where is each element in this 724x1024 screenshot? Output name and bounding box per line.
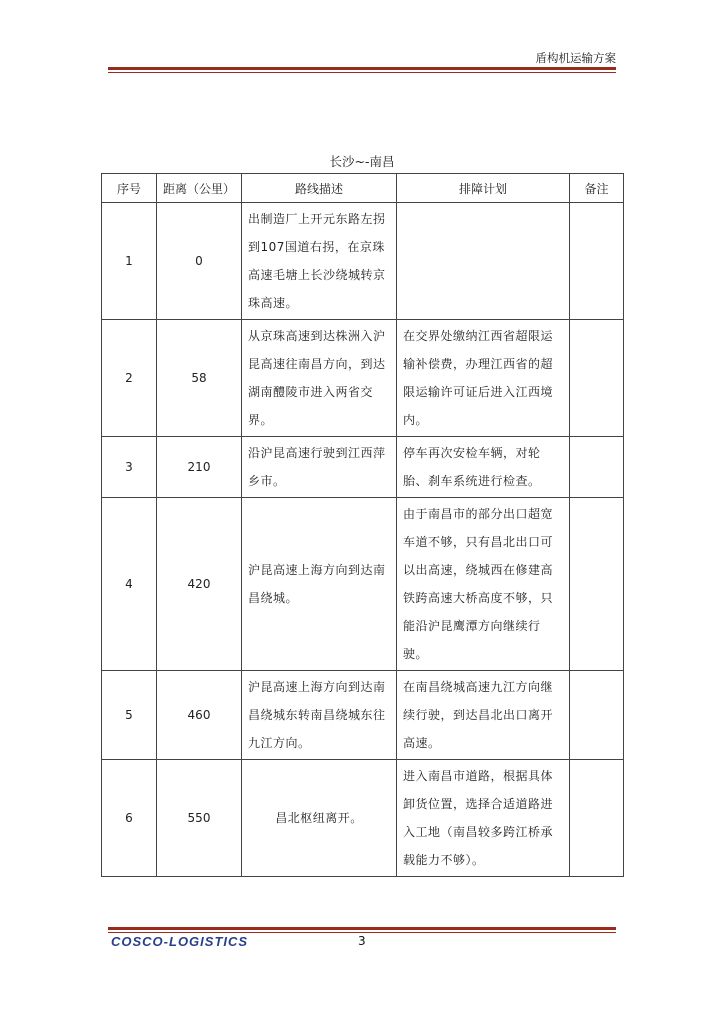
cell-num: 3 xyxy=(102,437,157,498)
cell-distance: 58 xyxy=(157,320,242,437)
cell-distance: 550 xyxy=(157,760,242,877)
cell-plan xyxy=(397,437,570,498)
table-row xyxy=(102,320,624,437)
plan-text: 停车再次安检车辆，对轮胎、刹车系统进行检查。 xyxy=(403,446,541,488)
table-header-row xyxy=(102,174,624,203)
cell-plan xyxy=(397,320,570,437)
cell-num: 5 xyxy=(102,671,157,760)
col-header-distance: 距离（公里） xyxy=(157,174,242,203)
cell-plan xyxy=(397,760,570,877)
table-row xyxy=(102,437,624,498)
cell-route xyxy=(242,203,397,320)
cell-note xyxy=(570,760,624,877)
cell-distance: 0 xyxy=(157,203,242,320)
col-header-note: 备注 xyxy=(570,174,624,203)
cell-note xyxy=(570,498,624,671)
route-text: 从京珠高速到达株洲入沪昆高速往南昌方向，到达湖南醴陵市进入两省交界。 xyxy=(248,329,386,427)
col-header-route: 路线描述 xyxy=(242,174,397,203)
route-table xyxy=(101,173,624,877)
table-row xyxy=(102,203,624,320)
cell-plan xyxy=(397,203,570,320)
cell-plan xyxy=(397,671,570,760)
cell-num: 1 xyxy=(102,203,157,320)
col-header-num: 序号 xyxy=(102,174,157,203)
table-caption: 长沙~-南昌 xyxy=(329,154,395,169)
route-text: 昌北枢纽离开。 xyxy=(275,811,363,825)
cell-note xyxy=(570,203,624,320)
cell-route xyxy=(242,760,397,877)
page-number: 3 xyxy=(358,934,366,948)
cosco-logistics-logo: COSCO-LOGISTICS xyxy=(111,934,249,949)
route-text: 沪昆高速上海方向到达南昌绕城东转南昌绕城东往九江方向。 xyxy=(248,680,386,750)
cell-distance: 420 xyxy=(157,498,242,671)
cell-distance: 460 xyxy=(157,671,242,760)
header-rule-thick xyxy=(108,67,616,70)
cell-route xyxy=(242,320,397,437)
cell-route xyxy=(242,671,397,760)
footer-rule-thin xyxy=(108,932,616,933)
plan-text: 进入南昌市道路，根据具体卸货位置，选择合适道路进入工地（南昌较多跨江桥承载能力不够）。 xyxy=(403,769,554,867)
table-row xyxy=(102,671,624,760)
header-title: 盾构机运输方案 xyxy=(535,51,616,65)
plan-text: 在交界处缴纳江西省超限运输补偿费，办理江西省的超限运输许可证后进入江西境内。 xyxy=(403,329,554,427)
footer-rule-thick xyxy=(108,927,616,930)
cell-route xyxy=(242,437,397,498)
route-text: 沿沪昆高速行驶到江西萍乡市。 xyxy=(248,446,386,488)
table-row xyxy=(102,498,624,671)
cell-num: 2 xyxy=(102,320,157,437)
header-rule-thin xyxy=(108,72,616,73)
cell-note xyxy=(570,320,624,437)
plan-text: 在南昌绕城高速九江方向继续行驶，到达昌北出口离开高速。 xyxy=(403,680,554,750)
cell-route xyxy=(242,498,397,671)
cell-note xyxy=(570,671,624,760)
cell-distance: 210 xyxy=(157,437,242,498)
route-text: 沪昆高速上海方向到达南昌绕城。 xyxy=(248,563,386,605)
plan-text: 由于南昌市的部分出口超宽车道不够，只有昌北出口可以出高速，绕城西在修建高铁跨高速大桥高度不够，只能沿沪昆鹰潭方向继续行驶。 xyxy=(403,507,554,661)
cell-num: 4 xyxy=(102,498,157,671)
cell-plan xyxy=(397,498,570,671)
plan-text xyxy=(397,259,569,263)
col-header-plan: 排障计划 xyxy=(397,174,570,203)
cell-note xyxy=(570,437,624,498)
cell-num: 6 xyxy=(102,760,157,877)
route-text: 出制造厂上开元东路左拐到107国道右拐，在京珠高速毛塘上长沙绕城转京珠高速。 xyxy=(248,212,386,310)
table-row xyxy=(102,760,624,877)
